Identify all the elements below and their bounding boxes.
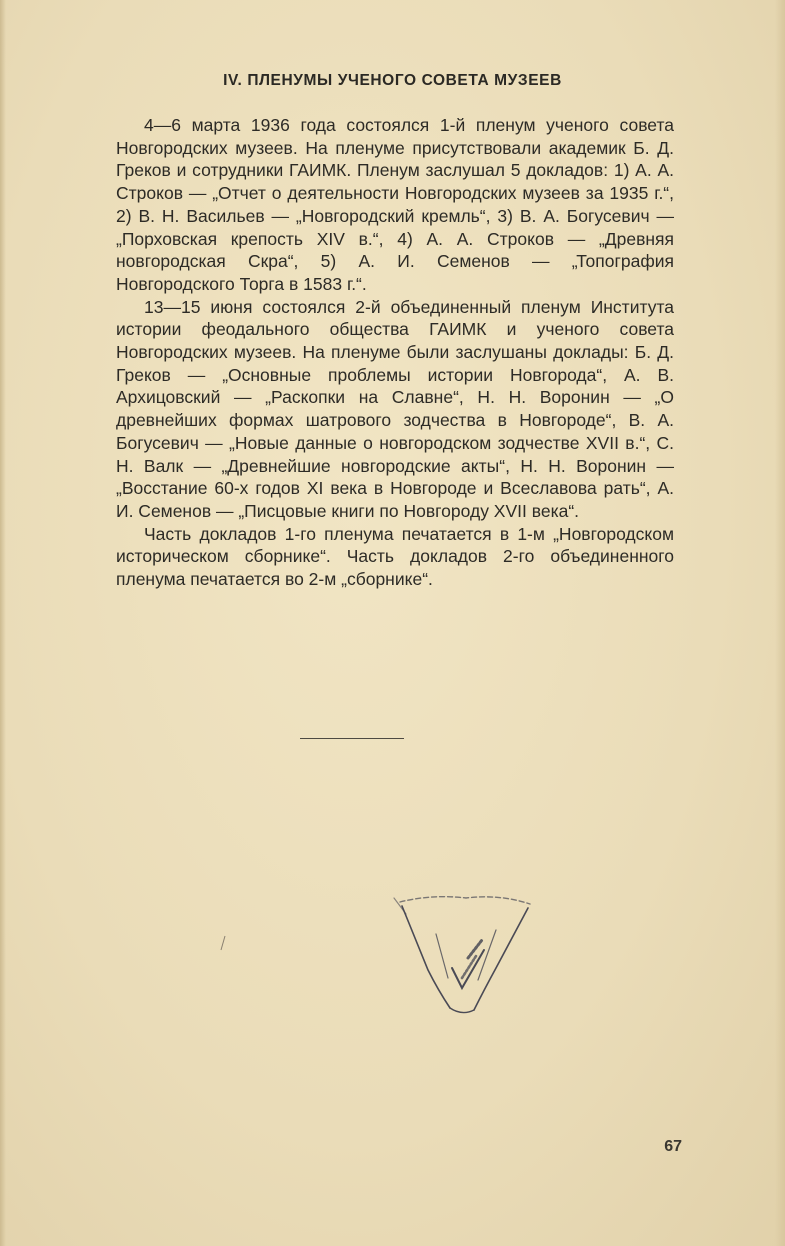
paragraph-first-plenum: 4—6 марта 1936 года состоялся 1-й пленум ученого совета Новгородских музеев. На пленуме присутствовали академик Б. Д. Греков и сотрудники ГАИМК. Пленум заслушал 5 докладов: 1) А. А. Строков — „Отчет о деятельности Новгородских музеев за 1935 г.“, 2) В. Н. Васильев — „Новгородский кремль“, 3) В. А. Богусевич — „Порховская крепость XIV в.“, 4) А. А. Строков — „Древняя новгородская Скра“, 5) А. И. Семенов — „Топография Новгородского Торга в 1583 г.“. bbox=[116, 115, 674, 294]
paragraph-second-plenum: 13—15 июня состоялся 2-й объединенный пленум Института истории феодального общества ГАИМК и ученого совета Новгородских музеев. На пленуме были заслушаны доклады: Б. Д. Греков — „Основные проблемы истории Новгорода“, А. В. Архицовский — „Раскопки на Славне“, Н. Н. Воронин — „О древнейших формах шатрового зодчества в Новгороде“, В. А. Богусевич — „Новые данные о новгородском зодчестве XVII в.“, С. Н. Валк — „Древнейшие новгородские акты“, Н. Н. Воронин — „Восстание 60-х годов XI века в Новгороде и Всеславова рать“, А. И. Семенов — „Писцовые книги по Новгороду XVII века“. bbox=[116, 296, 674, 521]
stray-pencil-mark bbox=[218, 935, 228, 951]
page-number: 67 bbox=[664, 1138, 682, 1155]
body-text bbox=[116, 114, 674, 591]
page-right-edge bbox=[775, 0, 785, 1246]
section-separator-line bbox=[300, 738, 404, 739]
library-stamp-icon bbox=[392, 890, 538, 1022]
section-heading: IV. ПЛЕНУМЫ УЧЕНОГО СОВЕТА МУЗЕЕВ bbox=[223, 72, 562, 89]
page-left-edge bbox=[0, 0, 6, 1246]
paragraph-publication: Часть докладов 1-го пленума печатается в 1-м „Новгородском историческом сборнике“. Часть докладов 2-го объединенного пленума печатается во 2-м „сборнике“. bbox=[116, 523, 674, 590]
